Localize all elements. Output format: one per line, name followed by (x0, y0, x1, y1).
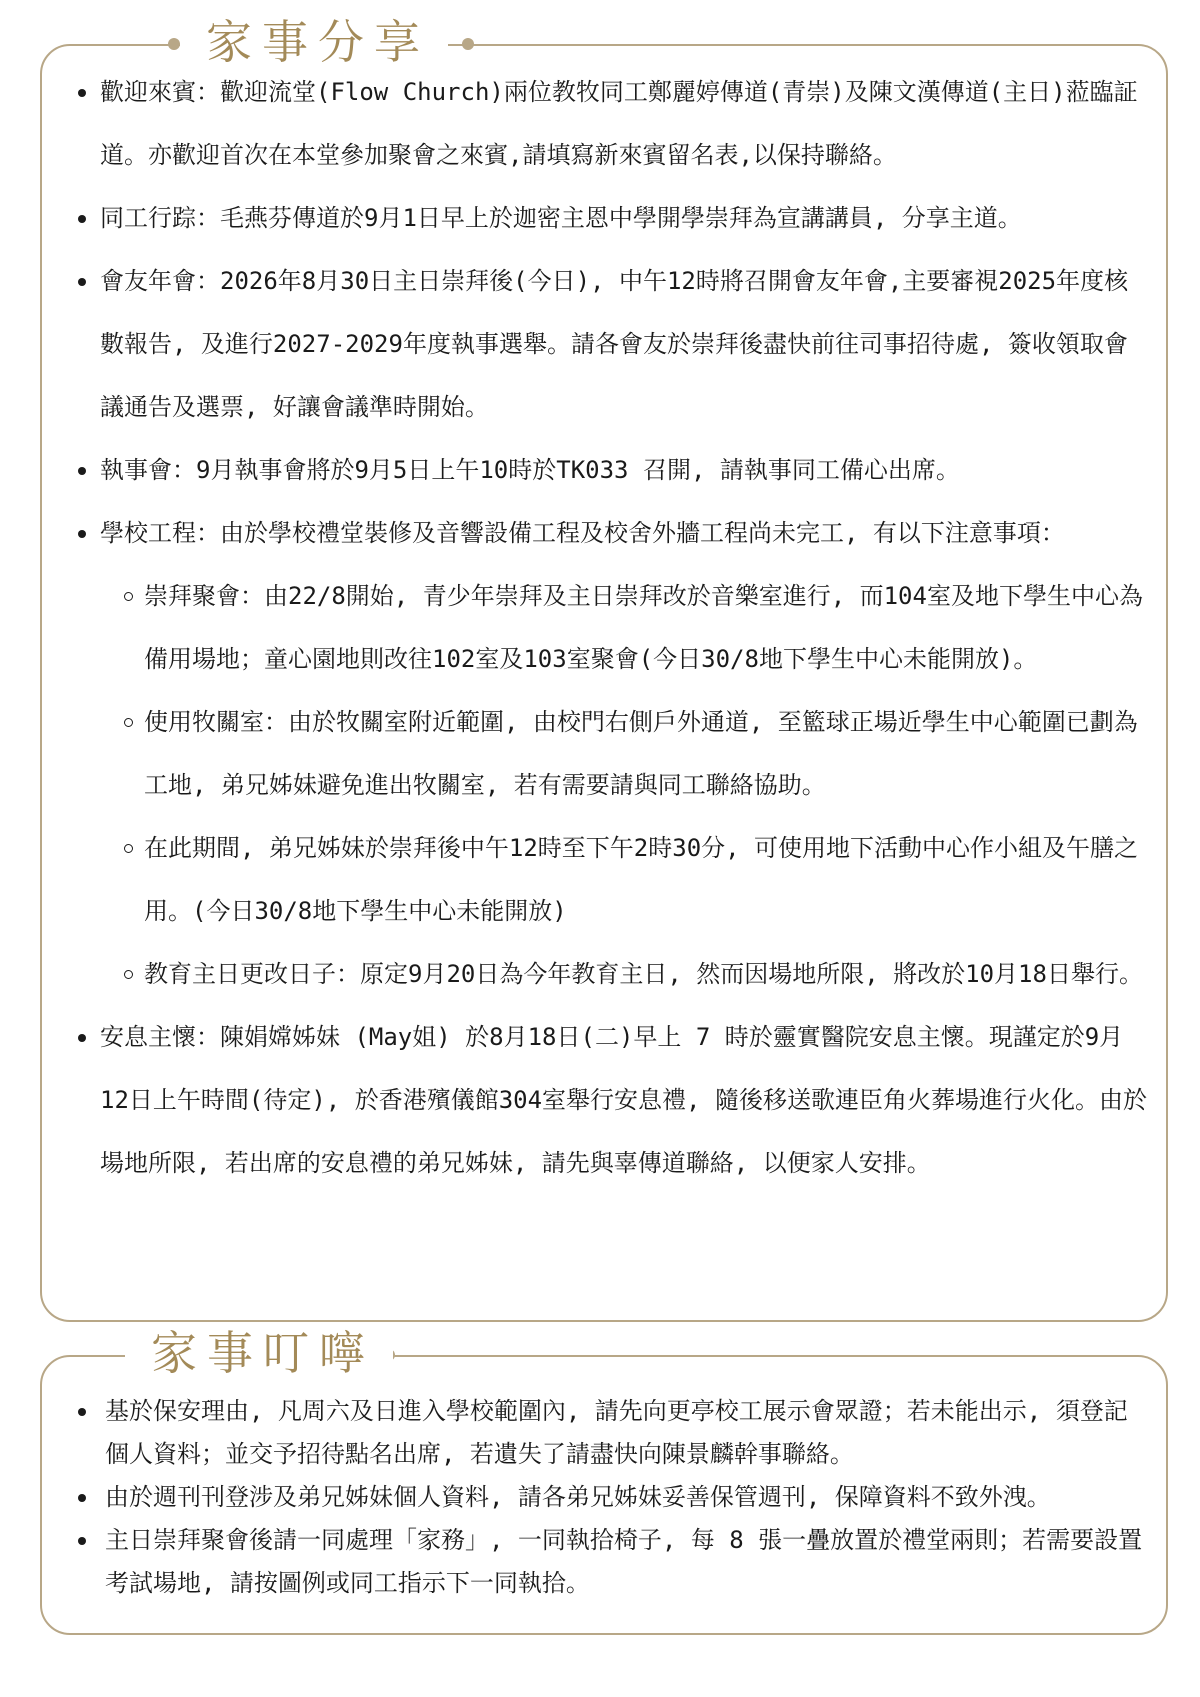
list-item (78, 502, 1148, 1006)
title-ornament-left (168, 38, 180, 50)
title-ornament-right (462, 38, 474, 50)
sub-list-item: 使用牧關室：由於牧關室附近範圍, 由校門右側戶外通道, 至籃球正場近學生中心範圍已劃為工地, 弟兄姊妹避免進出牧關室, 若有需要請與同工聯絡協助。 (78, 691, 1148, 817)
list-item: 同工行踪：毛燕芬傳道於9月1日早上於迦密主恩中學開學崇拜為宣講講員, 分享主道。 (78, 187, 1148, 250)
section-title-family-reminders: 家事叮嚀 (125, 1323, 393, 1383)
family-reminders-list (78, 1390, 1148, 1605)
list-item: 由於週刊刊登涉及弟兄姊妹個人資料, 請各弟兄姊妹妥善保管週刊, 保障資料不致外洩。 (78, 1476, 1148, 1519)
list-item: 歡迎來賓：歡迎流堂(Flow Church)兩位教牧同工鄭麗婷傳道(青崇)及陳文漢傳道(主日)蒞臨証道。亦歡迎首次在本堂參加聚會之來賓,請填寫新來賓留名表,以保持聯絡。 (78, 61, 1148, 187)
list-item: 會友年會：2026年8月30日主日崇拜後(今日), 中午12時將召開會友年會,主要審視2025年度核數報告, 及進行2027-2029年度執事選舉。請各會友於崇拜後盡快前往司事招待處, 簽收領取會議通告及選票, 好讓會議準時開始。 (78, 250, 1148, 439)
list-item: 安息主懷：陳娟嫦姊妹 (May姐) 於8月18日(二)早上 7 時於靈實醫院安息主懷。現謹定於9月12日上午時間(待定), 於香港殯儀館304室舉行安息禮, 隨後移送歌連臣角火葬場進行火化。由於場地所限, 若出席的安息禮的弟兄姊妹, 請先與辜傳道聯絡, 以便家人安排。 (78, 1006, 1148, 1195)
school-works-sublist (100, 565, 1148, 1006)
sub-list-item: 在此期間, 弟兄姊妹於崇拜後中午12時至下午2時30分, 可使用地下活動中心作小組及午膳之用。(今日30/8地下學生中心未能開放) (78, 817, 1148, 943)
sub-list-item: 教育主日更改日子：原定9月20日為今年教育主日, 然而因場地所限, 將改於10月18日舉行。 (78, 943, 1148, 1006)
list-item: 執事會：9月執事會將於9月5日上午10時於TK033 召開, 請執事同工備心出席。 (78, 439, 1148, 502)
list-item: 主日崇拜聚會後請一同處理「家務」, 一同執拾椅子, 每 8 張一疊放置於禮堂兩則；若需要設置考試場地, 請按圖例或同工指示下一同執拾。 (78, 1519, 1148, 1605)
section-title-family-news: 家事分享 (180, 12, 448, 72)
list-item: 基於保安理由, 凡周六及日進入學校範圍內, 請先向更亭校工展示會眾證；若未能出示, 須登記個人資料；並交予招待點名出席, 若遺失了請盡快向陳景麟幹事聯絡。 (78, 1390, 1148, 1476)
family-news-list (78, 61, 1148, 1195)
sub-list-item: 崇拜聚會：由22/8開始, 青少年崇拜及主日崇拜改於音樂室進行, 而104室及地下學生中心為備用場地；童心園地則改往102室及103室聚會(今日30/8地下學生中心未能開放)。 (78, 565, 1148, 691)
list-item-text: 學校工程：由於學校禮堂裝修及音響設備工程及校舍外牆工程尚未完工, 有以下注意事項： (100, 519, 1065, 547)
